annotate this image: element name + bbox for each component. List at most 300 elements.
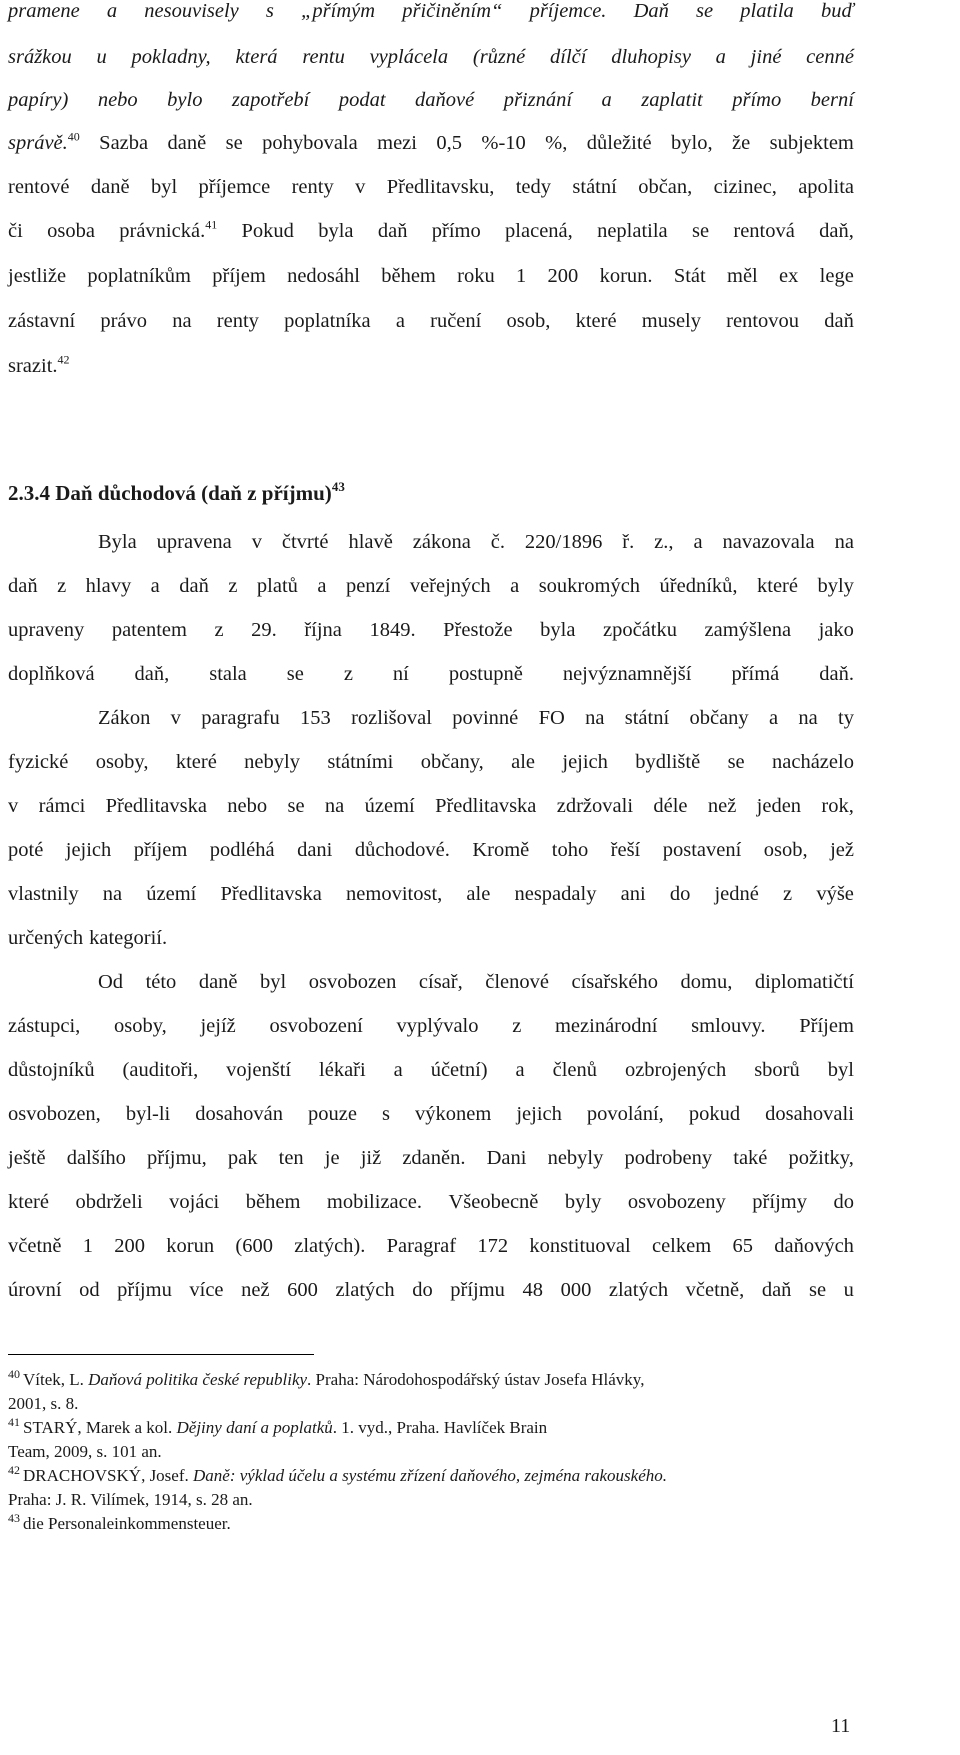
word-text: osvobozen, (8, 1103, 101, 1125)
word (8, 795, 18, 818)
word (638, 176, 692, 199)
word (210, 839, 275, 862)
word (200, 1015, 235, 1038)
word-text: penzí (345, 575, 391, 597)
word (8, 839, 43, 862)
word-text: byla (318, 220, 354, 242)
word-text: z (512, 1015, 522, 1037)
word (226, 132, 243, 155)
word-text: daně (167, 132, 207, 154)
word (284, 310, 371, 333)
word (716, 46, 726, 69)
word (652, 1235, 711, 1258)
word (754, 1059, 800, 1082)
text-line (8, 265, 854, 288)
word-text: pokladny, (131, 46, 211, 68)
word (419, 971, 463, 994)
word-text: 1849. (369, 619, 416, 641)
word-text: osvobozen (308, 971, 397, 993)
word (8, 1191, 49, 1214)
word (714, 176, 777, 199)
word-text: včetně, (685, 1279, 745, 1301)
word (8, 1279, 62, 1302)
word (402, 1147, 465, 1170)
word (653, 795, 687, 818)
word-text: srazit. (8, 355, 58, 377)
word (246, 1191, 301, 1214)
footnote-text: Dějiny daní a poplatků (176, 1418, 333, 1437)
word-text: října (304, 619, 342, 641)
word (8, 1147, 46, 1170)
word (436, 132, 462, 155)
text-line (8, 1191, 854, 1214)
word-text: daně (198, 971, 238, 993)
word-text: bylo, (671, 132, 713, 154)
text-line (8, 0, 854, 23)
word (412, 1279, 433, 1302)
word-text: nedosáhl (287, 265, 360, 287)
word (757, 575, 798, 598)
word-text: Předlitavska (105, 795, 207, 817)
word-text: příjemce (198, 176, 271, 198)
word-text: jedné (714, 883, 759, 905)
word-text: během (245, 1191, 301, 1213)
word-text: území (146, 883, 197, 905)
word (83, 1235, 93, 1258)
word (539, 707, 565, 730)
word-text: ručení (430, 310, 482, 332)
word-text: Předlitavska (220, 883, 322, 905)
word-text: také (733, 1147, 768, 1169)
word (195, 1103, 283, 1126)
word-text: zákona (412, 531, 471, 553)
word-text: sborů (754, 1059, 800, 1081)
word-text: včetně (8, 1235, 62, 1257)
word-text: ozbrojených (624, 1059, 727, 1081)
word (472, 839, 529, 862)
word-text: do (412, 1279, 433, 1301)
word (402, 0, 502, 23)
word-text: daňových (774, 1235, 854, 1257)
word-text: daň (824, 310, 854, 332)
word (732, 89, 781, 112)
word (413, 531, 471, 554)
word-text: č. (490, 531, 505, 553)
word (798, 707, 817, 730)
footnote-text: . 1. vyd., Praha. Havlíček Brain (332, 1418, 548, 1437)
word-text: Pokud (241, 220, 294, 242)
word (510, 575, 519, 598)
word (806, 46, 854, 69)
word-text: zlatých). (294, 1235, 366, 1257)
word-text: bydliště (635, 751, 701, 773)
word (179, 575, 209, 598)
word (727, 265, 758, 288)
word-text: Přestože (443, 619, 513, 641)
word (351, 707, 432, 730)
word (114, 1235, 145, 1258)
word (134, 839, 188, 862)
word-text: příjmy (752, 1191, 807, 1213)
footnote-ref: 42 (57, 352, 70, 367)
word-text: jejich (516, 1103, 562, 1125)
word-text: pramene (8, 0, 80, 22)
word-text: 0,5 (436, 132, 462, 154)
word (565, 1191, 601, 1214)
word (762, 1279, 792, 1302)
footnote-number: 43 (8, 1511, 20, 1526)
word (642, 310, 701, 333)
word-text: rentové (8, 176, 70, 198)
word-text: placená, (505, 220, 573, 242)
word-text: %-10 (481, 132, 526, 154)
word-text: důstojníků (8, 1059, 95, 1081)
word-text: paragrafu (201, 707, 280, 729)
word (681, 971, 733, 994)
word-text: která (235, 46, 278, 68)
word-text: ten (278, 1147, 304, 1169)
word (199, 971, 238, 994)
word-text: více (189, 1279, 224, 1301)
word (309, 971, 397, 994)
word (516, 1103, 562, 1126)
word-text: jiné (750, 46, 782, 68)
word (75, 1191, 142, 1214)
word (106, 795, 207, 818)
word-text: měl (727, 265, 758, 287)
word (835, 531, 854, 554)
word-text: se (225, 132, 243, 154)
word-text: 65 (732, 1235, 753, 1257)
word (132, 46, 211, 69)
word (123, 1059, 199, 1082)
word (654, 531, 673, 554)
word-text: zdržovali (556, 795, 634, 817)
word-text: nesouvisely (144, 0, 239, 22)
word (244, 751, 300, 774)
word-text: zpočátku (602, 619, 677, 641)
word-text: pohybovala (262, 132, 358, 154)
text-line (8, 839, 854, 862)
word-text: v (170, 707, 181, 729)
word-text: členů (552, 1059, 597, 1081)
word-text: daň, (134, 663, 170, 685)
word-text: právnická. (119, 220, 206, 242)
word (346, 883, 442, 906)
word-text: přičiněním“ (402, 0, 503, 22)
word (317, 575, 326, 598)
word (8, 663, 95, 686)
word (269, 1015, 362, 1038)
footnote (8, 1367, 645, 1390)
word-text: přímá (731, 663, 780, 685)
footnote-text: Team, 2009, s. 101 an. (8, 1442, 162, 1461)
word-text: vojenští (226, 1059, 292, 1081)
word (89, 927, 167, 950)
word-text: přímo (431, 220, 481, 242)
word (257, 575, 298, 598)
word (769, 707, 778, 730)
text-line (8, 129, 854, 155)
word (686, 1279, 745, 1302)
footnote-text: die Personaleinkommensteuer. (23, 1514, 231, 1533)
word (251, 619, 277, 642)
word (135, 663, 170, 686)
section-heading (8, 478, 345, 506)
word (67, 1147, 126, 1170)
word (242, 220, 294, 243)
word (252, 531, 262, 554)
word-text: kategorií. (89, 927, 168, 949)
word (151, 575, 160, 598)
word-text: Kromě (472, 839, 530, 861)
word (146, 971, 177, 994)
word-text: upraveny (8, 619, 85, 641)
word (382, 1103, 390, 1126)
word-text: osvobození (269, 1015, 363, 1037)
word-text: Zákon (98, 707, 151, 729)
word (8, 1103, 101, 1126)
word-text: Všeobecně (448, 1191, 539, 1213)
word (625, 1059, 726, 1082)
footnote-text: 2001, s. 8. (8, 1394, 79, 1413)
footnote-number: 40 (8, 1367, 20, 1382)
word-text: je (324, 1147, 340, 1169)
text-line (98, 971, 854, 994)
word (670, 883, 691, 906)
word (733, 1147, 767, 1170)
word (199, 176, 271, 199)
word (714, 883, 758, 906)
word-text: patentem (111, 619, 187, 641)
word-text: a (317, 575, 327, 597)
word (87, 265, 191, 288)
word (172, 310, 191, 333)
footnote (8, 1463, 667, 1486)
word-text: fyzické (8, 751, 69, 773)
word-text: císařského (571, 971, 659, 993)
word-text: nemovitost, (346, 883, 443, 905)
word-text: cizinec, (713, 176, 777, 198)
word-text: rentu (302, 46, 345, 68)
word (381, 265, 436, 288)
word (79, 1279, 100, 1302)
word (671, 132, 713, 155)
word-text: mezinárodní (554, 1015, 658, 1037)
word-text: (různé (472, 46, 526, 68)
word (770, 132, 854, 155)
word (98, 89, 138, 112)
word-text: které (757, 575, 798, 597)
word (555, 1015, 657, 1038)
word (692, 220, 709, 243)
word (765, 1103, 854, 1126)
word-text: postavení (662, 839, 742, 861)
word (525, 531, 602, 554)
word-text: které (575, 310, 617, 332)
text-line (8, 176, 854, 199)
footnote-ref: 40 (67, 129, 80, 144)
word-text: osob, (763, 839, 808, 861)
word-text: daň (761, 1279, 792, 1301)
word (8, 89, 68, 112)
word-text: a (393, 1059, 403, 1081)
word-text: nebyly (547, 1147, 604, 1169)
word (294, 1235, 365, 1258)
word (215, 619, 224, 642)
word (361, 1147, 382, 1170)
word (819, 663, 854, 686)
word (732, 132, 750, 155)
word (708, 795, 736, 818)
word (635, 751, 700, 774)
word (722, 531, 814, 554)
word-text: od (79, 1279, 100, 1301)
word-text: daňové (415, 89, 475, 111)
footnote-text: Praha: J. R. Vilímek, 1914, s. 28 an. (8, 1490, 253, 1509)
word (530, 0, 607, 23)
word-text: konstituoval (529, 1235, 631, 1257)
word-text: byl-li (125, 1103, 171, 1125)
word (287, 663, 304, 686)
word (201, 707, 280, 730)
word (624, 1147, 712, 1170)
word-text: obdrželi (75, 1191, 143, 1213)
word (176, 751, 217, 774)
word (512, 1015, 521, 1038)
word (764, 839, 808, 862)
word-text: nejvýznamnější (562, 663, 692, 685)
word-text: 172 (477, 1235, 509, 1257)
word-text: z (228, 575, 238, 597)
word (728, 751, 745, 774)
word (292, 176, 334, 199)
word (396, 310, 405, 333)
word-text: domu, (680, 971, 733, 993)
word-text: a (510, 575, 520, 597)
word (369, 619, 415, 642)
word (552, 839, 588, 862)
word (365, 795, 415, 818)
word-text: vlastnily (8, 883, 79, 905)
word-text: rentová (733, 220, 795, 242)
word (450, 1279, 505, 1302)
word-text: v (355, 176, 366, 198)
word-text: toho (551, 839, 589, 861)
word (828, 1059, 854, 1082)
word (304, 619, 342, 642)
word (733, 220, 794, 243)
word-text: Byla (98, 531, 137, 553)
word (319, 1059, 366, 1082)
word-text: Paragraf (386, 1235, 457, 1257)
word (189, 1279, 223, 1302)
word-text: cenné (806, 46, 854, 68)
word-text: papíry) (8, 89, 69, 111)
word (435, 795, 536, 818)
word-text: tedy (515, 176, 552, 198)
word-text: důležité (586, 132, 652, 154)
word (8, 129, 80, 155)
word-text: ještě (8, 1147, 46, 1169)
word-text: veřejných (409, 575, 491, 597)
word-text: 29. (251, 619, 277, 641)
word-text: že (732, 132, 751, 154)
word-text: jejich (562, 751, 608, 773)
word-text: přiznání (503, 89, 573, 111)
word (545, 132, 567, 155)
word-text: byly (564, 1191, 602, 1213)
word (100, 310, 147, 333)
word (838, 707, 854, 730)
text-line (8, 1235, 854, 1258)
word (625, 707, 669, 730)
word (772, 751, 854, 774)
word-text: na (798, 707, 818, 729)
word-text: pokud (688, 1103, 741, 1125)
word (308, 1103, 357, 1126)
word (335, 1279, 394, 1302)
word-text: z (343, 663, 353, 685)
word-text: do (669, 883, 691, 905)
word (410, 575, 491, 598)
word-text: správě. (8, 132, 68, 154)
word (387, 1235, 456, 1258)
word-text: hlavě (348, 531, 393, 553)
word (507, 310, 551, 333)
word (660, 575, 738, 598)
word (318, 220, 353, 243)
word (288, 795, 305, 818)
word-text: státními (327, 751, 394, 773)
word (585, 707, 604, 730)
word-text: během (381, 265, 436, 287)
word (576, 310, 617, 333)
word (799, 1015, 854, 1038)
text-line (8, 1147, 854, 1170)
footnote-text: STARÝ, Marek a kol. (23, 1418, 177, 1437)
footnote-text: . Praha: Národohospodářský ústav Josefa Hlávky, (307, 1370, 645, 1389)
word (602, 89, 612, 112)
word (757, 795, 801, 818)
word-text: úrovní (8, 1279, 62, 1301)
word (821, 0, 854, 23)
word-text: a (395, 310, 405, 332)
word-text: Předlitavsku, (386, 176, 495, 198)
word-text: u (96, 46, 107, 68)
text-line (8, 217, 854, 243)
word-text: zapotřebí (231, 89, 310, 111)
word-text: lege (819, 265, 854, 287)
word-text: a (601, 89, 612, 111)
word-text: (600 (235, 1235, 273, 1257)
word-text: příjmu, (147, 1147, 207, 1169)
word-text: stala (209, 663, 247, 685)
word (98, 707, 150, 730)
word-text: a (150, 575, 160, 597)
word-text: postupně (448, 663, 523, 685)
word (107, 0, 117, 23)
word-text: berní (810, 89, 854, 111)
word (562, 751, 608, 774)
word-text: na (102, 883, 123, 905)
footnote-number: 41 (8, 1415, 20, 1430)
word-text: jejíž (200, 1015, 236, 1037)
word-text: přímo (732, 89, 782, 111)
word-text: pak (227, 1147, 258, 1169)
word-text: (auditoři, (122, 1059, 199, 1081)
word (819, 220, 854, 243)
